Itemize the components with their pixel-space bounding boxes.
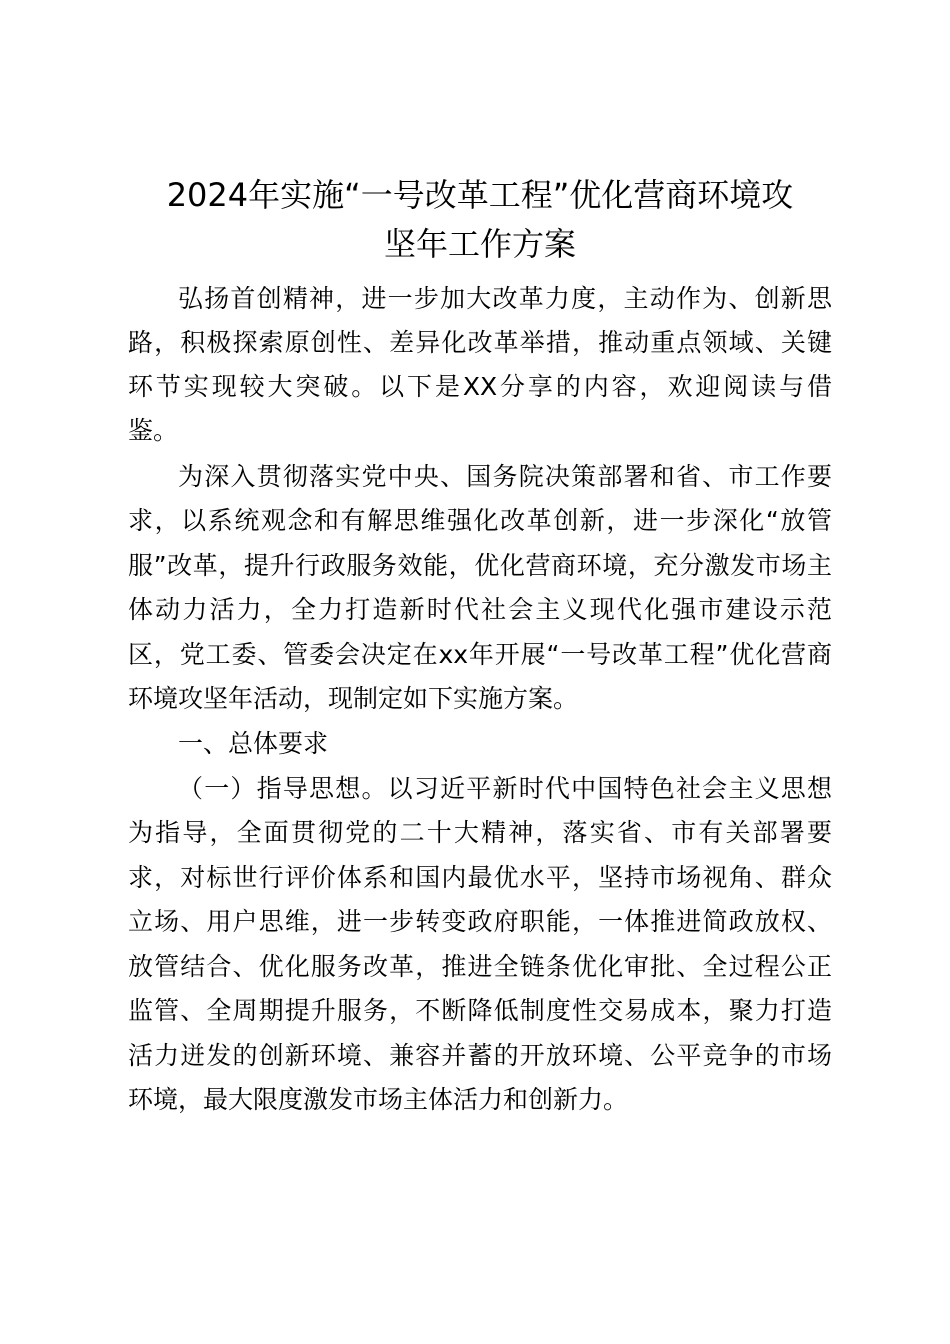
paragraph-3-line-4: 立场、用户思维，进一步转变政府职能，一体推进简政放权、 bbox=[128, 907, 832, 936]
paragraph-2-line-2: 求，以系统观念和有解思维强化改革创新，进一步深化“放管 bbox=[128, 506, 832, 535]
document-title-line-1: 2024年实施“一号改革工程”优化营商环境攻 bbox=[166, 176, 794, 214]
paragraph-1-line-2: 路，积极探索原创性、差异化改革举措，推动重点领域、关键 bbox=[128, 328, 832, 357]
paragraph-3-line-7: 活力迸发的创新环境、兼容并蓄的开放环境、公平竞争的市场 bbox=[128, 1041, 832, 1070]
paragraph-3-line-2: 为指导，全面贯彻党的二十大精神，落实省、市有关部署要 bbox=[128, 818, 832, 847]
paragraph-3-line-6: 监管、全周期提升服务，不断降低制度性交易成本，聚力打造 bbox=[128, 996, 832, 1025]
paragraph-2-line-1: 为深入贯彻落实党中央、国务院决策部署和省、市工作要 bbox=[178, 462, 832, 491]
paragraph-2-line-4: 体动力活力，全力打造新时代社会主义现代化强市建设示范 bbox=[128, 595, 832, 624]
paragraph-1-line-3: 环节实现较大突破。以下是XX分享的内容，欢迎阅读与借 bbox=[128, 372, 832, 401]
paragraph-2-line-6: 环境攻坚年活动，现制定如下实施方案。 bbox=[128, 684, 579, 713]
paragraph-2-line-5: 区，党工委、管委会决定在xx年开展“一号改革工程”优化营商 bbox=[128, 640, 832, 669]
paragraph-3-line-8: 环境，最大限度激发市场主体活力和创新力。 bbox=[128, 1085, 629, 1114]
paragraph-2-line-3: 服”改革，提升行政服务效能，优化营商环境，充分激发市场主 bbox=[128, 551, 832, 580]
paragraph-3-line-1: （一）指导思想。以习近平新时代中国特色社会主义思想 bbox=[178, 774, 832, 803]
paragraph-1-line-1: 弘扬首创精神，进一步加大改革力度，主动作为、创新思 bbox=[178, 284, 832, 313]
document-title-line-2: 坚年工作方案 bbox=[383, 225, 576, 263]
paragraph-3-line-3: 求，对标世行评价体系和国内最优水平，坚持市场视角、群众 bbox=[128, 863, 832, 892]
section-heading-overall-requirements: 一、总体要求 bbox=[178, 729, 329, 758]
paragraph-3-line-5: 放管结合、优化服务改革，推进全链条优化审批、全过程公正 bbox=[128, 952, 832, 981]
paragraph-1-line-4: 鉴。 bbox=[128, 416, 179, 445]
